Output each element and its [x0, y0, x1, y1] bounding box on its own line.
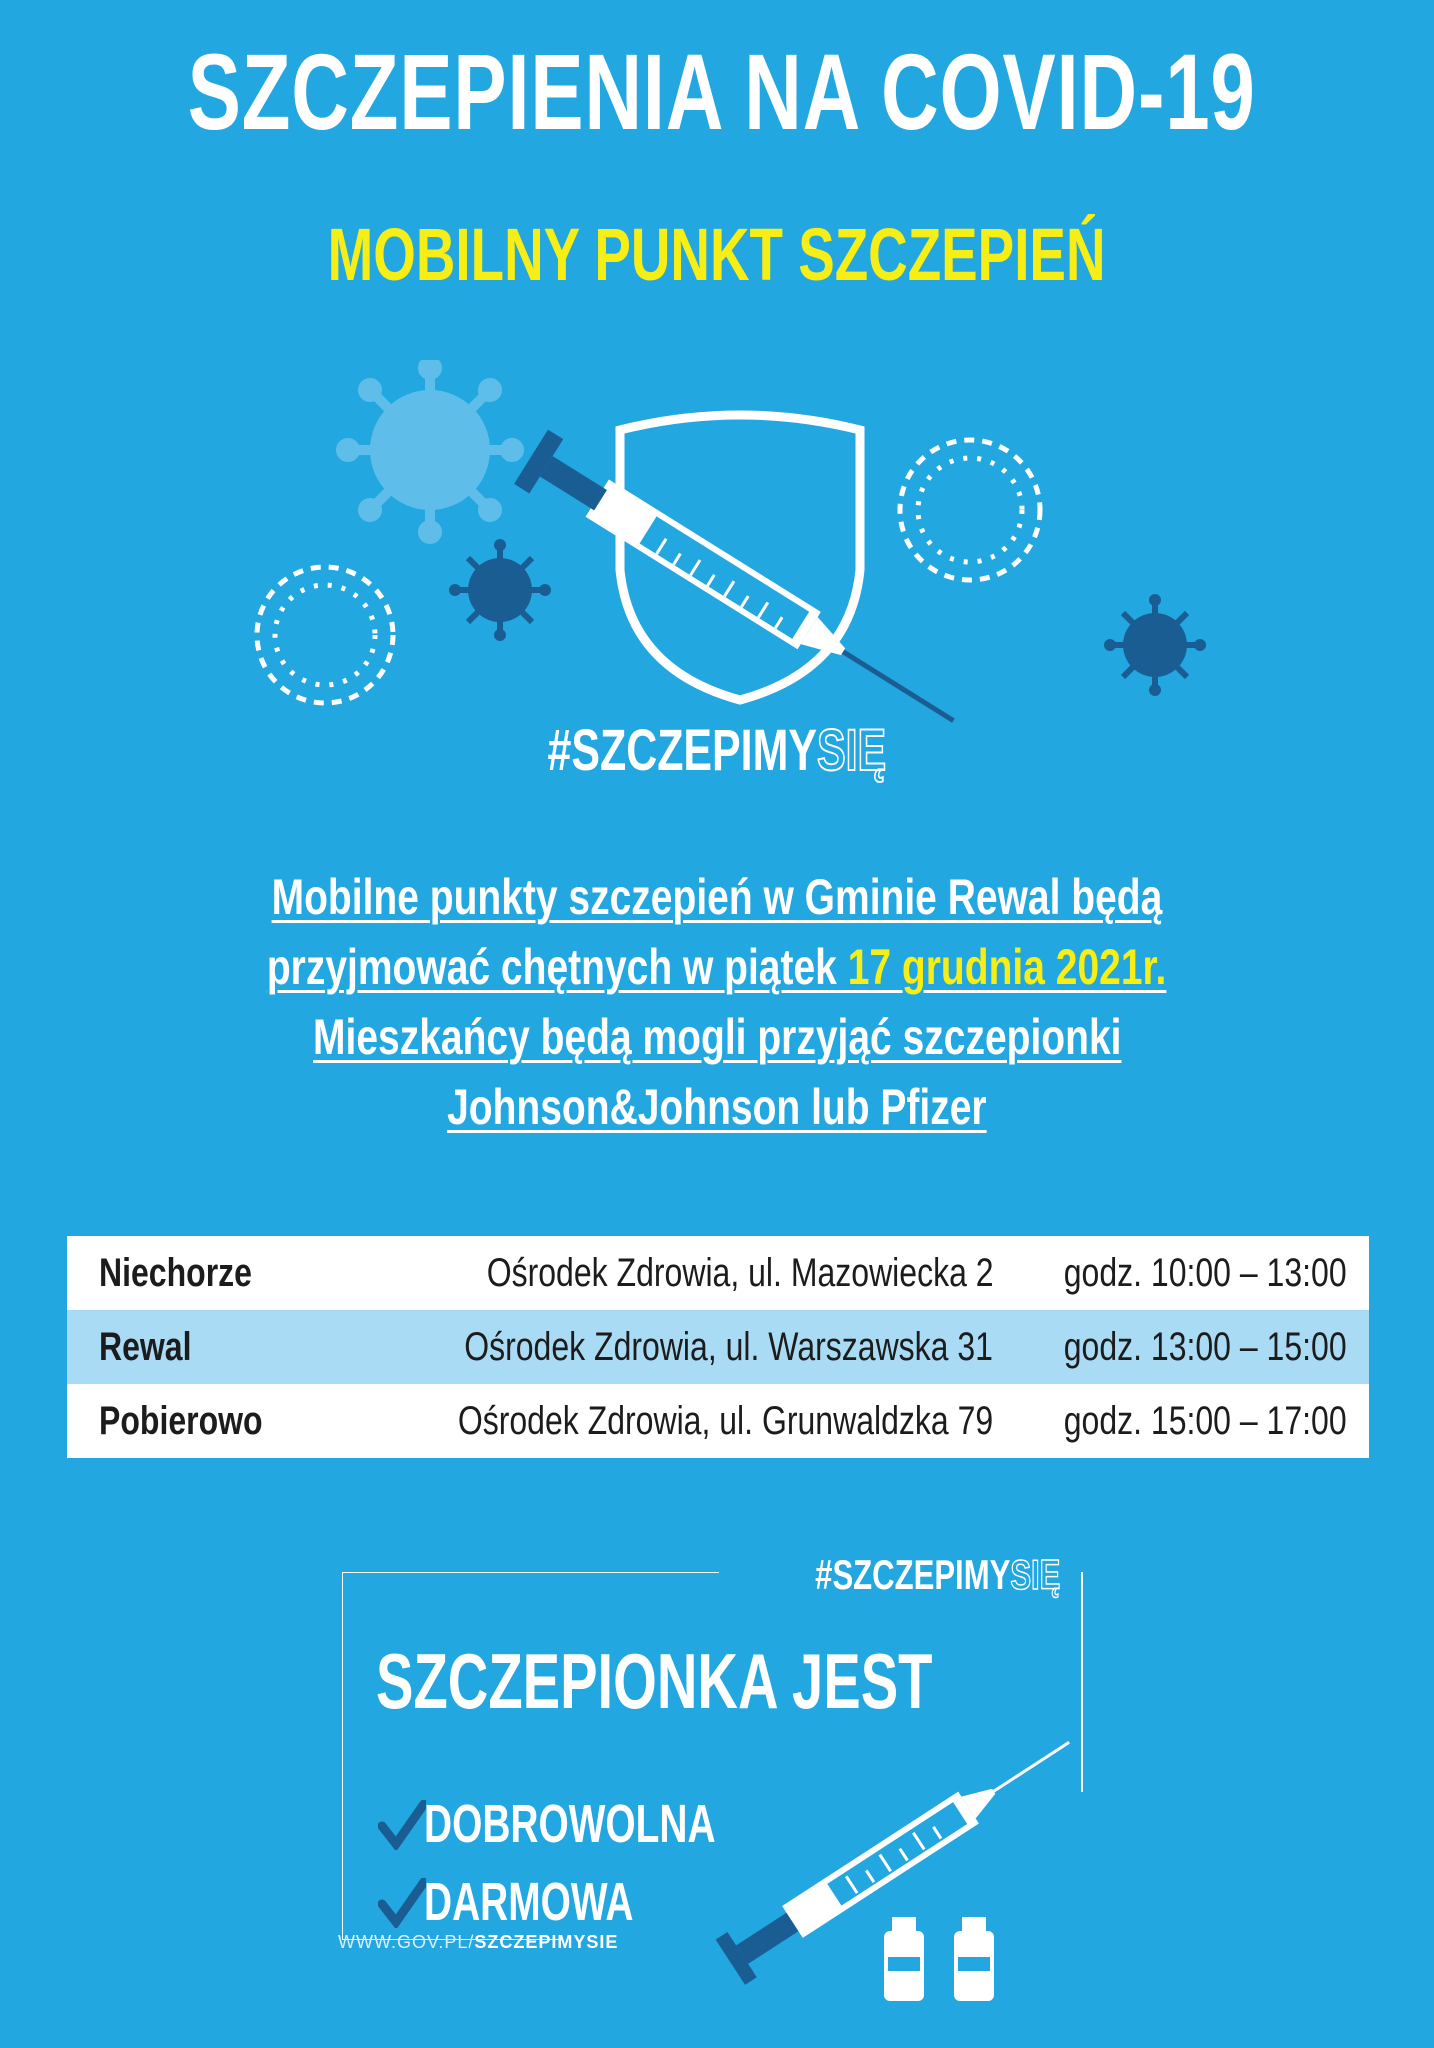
place-address: Ośrodek Zdrowia, ul. Warszawska 31: [464, 1324, 994, 1369]
gov-url[interactable]: WWW.GOV.PL/SZCZEPIMYSIE: [338, 1932, 619, 1952]
virus-ring-left-icon: [257, 567, 393, 703]
virus-ring-right-icon: [900, 440, 1040, 580]
place-hours: godz. 13:00 – 15:00: [1064, 1324, 1347, 1369]
virus-dark-icon: [449, 539, 551, 641]
table-row: [67, 1236, 1369, 1310]
schedule-table: [67, 1236, 1369, 1458]
card-title: SZCZEPIONKA JEST: [376, 1637, 933, 1725]
checkmark-icon: [378, 1800, 426, 1850]
virus-faint-icon: [336, 360, 524, 544]
announcement-line-2: przyjmować chętnych w piątek 17 grudnia 2021r.: [267, 939, 1167, 995]
place-address: Ośrodek Zdrowia, ul. Grunwaldzka 79: [458, 1398, 994, 1443]
place-name: Pobierowo: [99, 1398, 263, 1443]
vaccination-date: 17 grudnia 2021r.: [837, 939, 1167, 995]
announcement: [0, 862, 1434, 1142]
table-row: [67, 1310, 1369, 1384]
hashtag-logo: #SZCZEPIMYSIĘ: [547, 718, 887, 783]
announcement-line-1: Mobilne punkty szczepień w Gminie Rewal będą: [271, 869, 1163, 925]
checkmark-icon: [378, 1878, 426, 1928]
place-hours: godz. 10:00 – 13:00: [1064, 1250, 1347, 1295]
place-name: Niechorze: [99, 1250, 252, 1295]
announcement-line-3: Mieszkańcy będą mogli przyjąć szczepionki: [312, 1009, 1122, 1065]
main-title: SZCZEPIENIA NA COVID-19: [187, 31, 1256, 152]
virus-dark-right-icon: [1104, 594, 1206, 696]
place-name: Rewal: [99, 1324, 192, 1369]
syringe-vials-icon: [712, 1702, 1092, 2022]
place-address: Ośrodek Zdrowia, ul. Mazowiecka 2: [486, 1250, 994, 1295]
vaccine-info-card: #SZCZEPIMYSIĘ SZCZEPIONKA JEST DOBROWOLNA DARMOWA: [342, 1572, 1092, 1940]
subtitle: MOBILNY PUNKT SZCZEPIEŃ: [328, 213, 1106, 296]
place-hours: godz. 15:00 – 17:00: [1064, 1398, 1347, 1443]
card-hashtag: #SZCZEPIMYSIĘ: [719, 1554, 1070, 1596]
table-row: [67, 1384, 1369, 1458]
announcement-line-4: Johnson&Johnson lub Pfizer: [447, 1079, 987, 1135]
